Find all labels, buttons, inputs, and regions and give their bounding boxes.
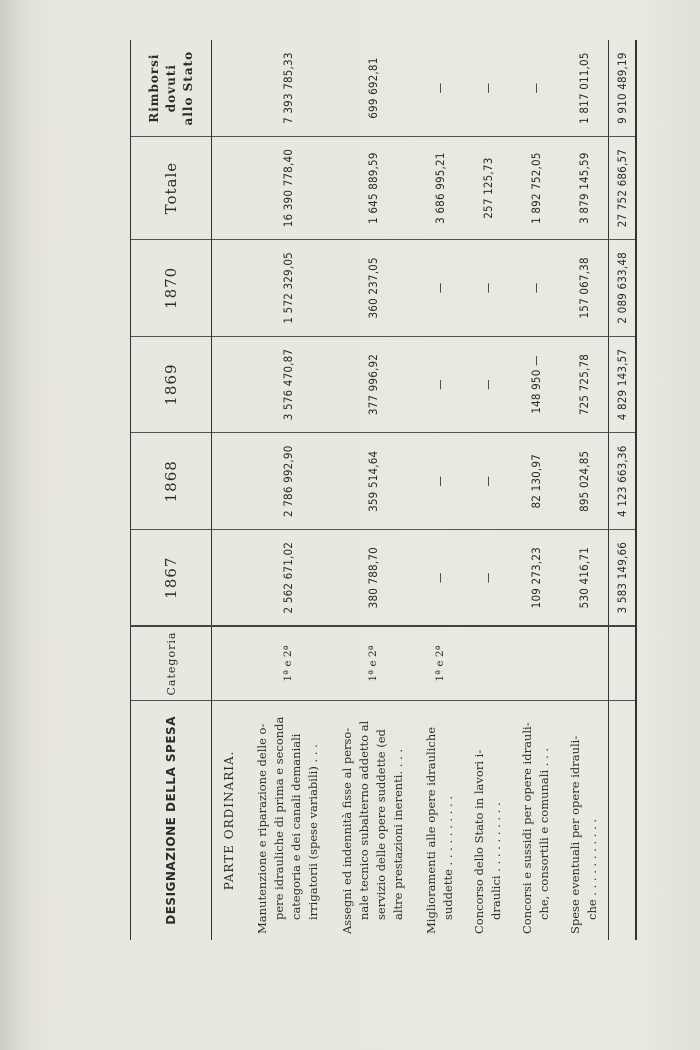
header-categoria: Categoria xyxy=(131,626,212,700)
total-1870: 2 089 633,48 xyxy=(609,240,637,337)
header-rimborsi-l3: allo Stato xyxy=(180,50,195,126)
cell-1867: — xyxy=(464,530,512,627)
header-rimborsi xyxy=(131,40,212,137)
table-row xyxy=(464,40,512,940)
cell-totale: 3 686 995,21 xyxy=(416,137,464,240)
cell-1870: 157 067,38 xyxy=(560,240,609,337)
desc-line: draulici . . . . . . . . . . xyxy=(489,802,503,920)
cell-1868: 895 024,85 xyxy=(560,433,609,530)
cell-rimborsi: 7 393 785,33 xyxy=(246,40,330,137)
cell-1870: 1 572 329,05 xyxy=(246,240,330,337)
desc-line: Manutenzione e riparazione delle o- xyxy=(255,723,269,934)
row-description xyxy=(330,700,416,940)
cell-totale: 16 390 778,40 xyxy=(246,137,330,240)
part-title: PARTE ORDINARIA. xyxy=(222,750,236,891)
table-row xyxy=(330,40,416,940)
table-row xyxy=(246,40,330,940)
cell-1870: 360 237,05 xyxy=(330,240,416,337)
desc-line: irrigatorii (spese variabili) . . . xyxy=(306,744,320,920)
table-row xyxy=(560,40,609,940)
cell-1870: — xyxy=(464,240,512,337)
desc-line: categoria e dei canali demaniali xyxy=(289,733,303,920)
cell-totale: 3 879 145,59 xyxy=(560,137,609,240)
row-description xyxy=(512,700,560,940)
cell-1867: 2 562 671,02 xyxy=(246,530,330,627)
desc-line: servizio delle opere suddette (ed xyxy=(374,729,388,920)
desc-line: nale tecnico subalterno addetto al xyxy=(357,720,371,920)
desc-line: Miglioramenti alle opere idrauliche xyxy=(424,726,438,934)
row-categoria: 1ª e 2ª xyxy=(330,626,416,700)
total-1869: 4 829 143,57 xyxy=(609,336,637,433)
total-1867: 3 583 149,66 xyxy=(609,530,637,627)
cell-totale: 257 125,73 xyxy=(464,137,512,240)
header-rimborsi-l1: Rimborsi xyxy=(146,53,161,123)
desc-line: Concorso dello Stato in lavori i- xyxy=(472,749,486,934)
row-description xyxy=(416,700,464,940)
row-categoria xyxy=(464,626,512,700)
cell-1868: — xyxy=(464,433,512,530)
desc-line: altre prestazioni inerenti. . . . xyxy=(391,748,405,920)
cell-1869: 148 950 — xyxy=(512,336,560,433)
cell-1869: 3 576 470,87 xyxy=(246,336,330,433)
cell-1869: 725 725,78 xyxy=(560,336,609,433)
table-row xyxy=(512,40,560,940)
cell-1867: 109 273,23 xyxy=(512,530,560,627)
desc-line: pere idrauliche di prima e seconda xyxy=(272,716,286,920)
row-description xyxy=(246,700,330,940)
cell-1867: — xyxy=(416,530,464,627)
cell-rimborsi: 699 692,81 xyxy=(330,40,416,137)
header-1867: 1867 xyxy=(131,530,212,627)
row-categoria xyxy=(560,626,609,700)
total-totale: 27 752 686,57 xyxy=(609,137,637,240)
row-description xyxy=(560,700,609,940)
header-1869: 1869 xyxy=(131,336,212,433)
cell-1870: — xyxy=(512,240,560,337)
header-1868: 1868 xyxy=(131,433,212,530)
cell-1868: 359 514,64 xyxy=(330,433,416,530)
total-1868: 4 123 663,36 xyxy=(609,433,637,530)
total-rimborsi: 9 910 489,19 xyxy=(609,40,637,137)
cell-totale: 1 892 752,05 xyxy=(512,137,560,240)
header-designazione: DESIGNAZIONE DELLA SPESA xyxy=(131,700,212,940)
cell-1869: 377 996,92 xyxy=(330,336,416,433)
header-totale: Totale xyxy=(131,137,212,240)
cell-1868: 82 130,97 xyxy=(512,433,560,530)
table-row xyxy=(416,40,464,940)
cell-1868: — xyxy=(416,433,464,530)
row-categoria xyxy=(512,626,560,700)
cell-totale: 1 645 889,59 xyxy=(330,137,416,240)
expense-table xyxy=(130,40,637,940)
cell-rimborsi: — xyxy=(512,40,560,137)
cell-1868: 2 786 992,90 xyxy=(246,433,330,530)
expense-table-sheet xyxy=(130,40,640,940)
totals-label-empty xyxy=(609,700,637,940)
desc-line: Concorsi e sussidi per opere idrauli- xyxy=(520,722,534,934)
desc-line: suddette . . . . . . . . . . xyxy=(441,796,455,920)
desc-line: che, consortili e comunali . . . xyxy=(537,747,551,920)
header-rimborsi-l2: dovuti xyxy=(163,64,178,113)
cell-1867: 530 416,71 xyxy=(560,530,609,627)
cell-1869: — xyxy=(464,336,512,433)
totals-row xyxy=(609,40,637,940)
row-categoria: 1ª e 2ª xyxy=(416,626,464,700)
cell-1867: 380 788,70 xyxy=(330,530,416,627)
desc-line: Spese eventuali per opere idrauli- xyxy=(568,735,582,934)
table-header-row xyxy=(131,40,212,940)
desc-line: Assegni ed indennità fisse al perso- xyxy=(340,727,354,934)
cell-rimborsi: — xyxy=(416,40,464,137)
part-title-row xyxy=(212,40,247,940)
cell-rimborsi: — xyxy=(464,40,512,137)
cell-rimborsi: 1 817 011,05 xyxy=(560,40,609,137)
header-1870: 1870 xyxy=(131,240,212,337)
row-description xyxy=(464,700,512,940)
desc-line: che . . . . . . . . . . . xyxy=(585,818,599,920)
cell-1869: — xyxy=(416,336,464,433)
cell-1870: — xyxy=(416,240,464,337)
row-categoria: 1ª e 2ª xyxy=(246,626,330,700)
